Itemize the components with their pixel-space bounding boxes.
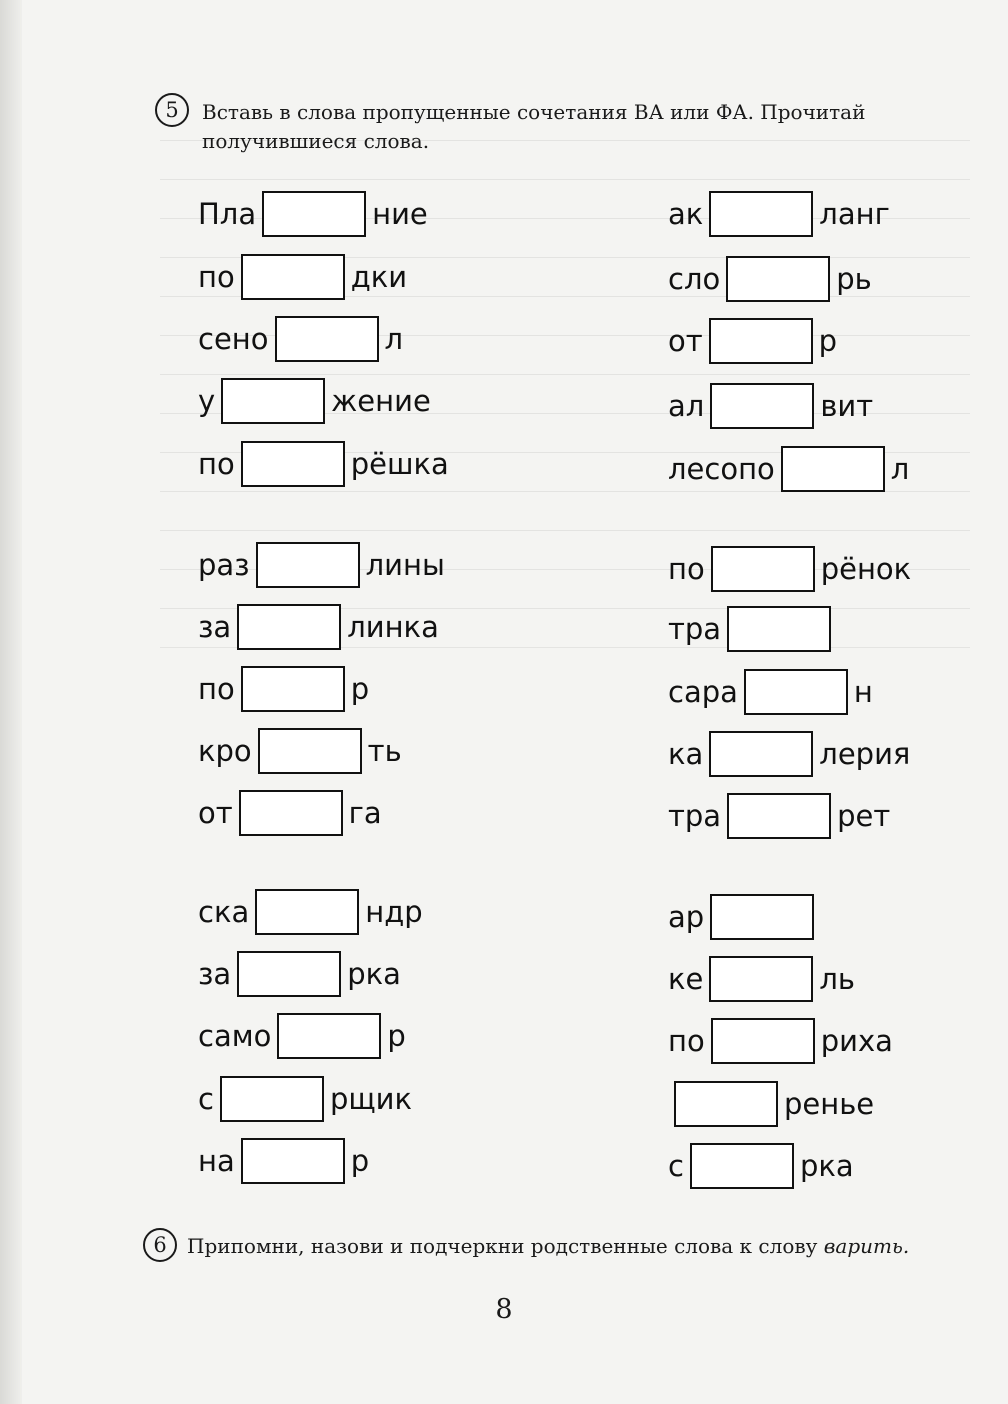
task-5-number: 5 (155, 93, 189, 127)
right-word-row (668, 312, 837, 370)
right-word-row (668, 185, 890, 243)
right-word-row (668, 1012, 893, 1070)
right-word-row (668, 540, 911, 598)
answer-box[interactable] (781, 446, 885, 492)
answer-box[interactable] (237, 604, 341, 650)
answer-box[interactable] (221, 378, 325, 424)
word-start: ке (668, 962, 704, 996)
word-end: рет (837, 799, 891, 833)
left-word-row (198, 722, 402, 780)
word-start: сара (668, 675, 738, 709)
word-start: по (668, 552, 705, 586)
answer-box[interactable] (727, 793, 831, 839)
right-word-row (668, 725, 910, 783)
right-word-row (668, 663, 873, 721)
answer-box[interactable] (241, 254, 345, 300)
answer-box[interactable] (237, 951, 341, 997)
answer-box[interactable] (241, 666, 345, 712)
left-word-row (198, 1132, 369, 1190)
answer-box[interactable] (275, 316, 379, 362)
word-start: тра (668, 799, 722, 833)
word-start: сло (668, 262, 721, 296)
left-word-row (198, 784, 382, 842)
word-end: лерия (819, 737, 911, 771)
answer-box[interactable] (674, 1081, 778, 1127)
word-start: тра (668, 612, 722, 646)
word-end: рёнок (820, 552, 912, 586)
word-end: линка (347, 610, 439, 644)
left-word-row (198, 435, 449, 493)
word-end: дки (350, 260, 408, 294)
word-end: рка (799, 1149, 854, 1183)
answer-box[interactable] (709, 191, 813, 237)
left-word-row (198, 1070, 412, 1128)
left-word-row (198, 660, 369, 718)
right-word-row (668, 1137, 854, 1195)
answer-box[interactable] (726, 256, 830, 302)
word-start: за (198, 610, 232, 644)
word-end: ль (819, 962, 855, 996)
word-end: лины (365, 548, 445, 582)
task-5-instruction: Вставь в слова пропущенные сочетания ВА или ФА. Прочитай получившиеся слова. (202, 100, 866, 153)
answer-box[interactable] (709, 731, 813, 777)
word-start: ак (668, 197, 704, 231)
answer-box[interactable] (727, 606, 831, 652)
word-end: р (387, 1019, 406, 1053)
right-word-row (668, 787, 890, 845)
answer-box[interactable] (744, 669, 848, 715)
task-6-instruction (187, 1232, 987, 1261)
word-start: на (198, 1144, 235, 1178)
word-end: ланг (819, 197, 890, 231)
word-end: риха (820, 1024, 893, 1058)
word-end: рщик (329, 1082, 413, 1116)
answer-box[interactable] (709, 956, 813, 1002)
answer-box[interactable] (258, 728, 362, 774)
word-start: само (198, 1019, 272, 1053)
answer-box[interactable] (239, 790, 343, 836)
word-start: с (198, 1082, 214, 1116)
word-start: кро (198, 734, 252, 768)
answer-box[interactable] (711, 546, 815, 592)
word-start: лесопо (668, 452, 775, 486)
word-end: рь (836, 262, 872, 296)
word-start: от (668, 324, 703, 358)
word-end: л (384, 322, 404, 356)
word-end: рёшка (350, 447, 449, 481)
word-start: за (198, 957, 232, 991)
word-end: ренье (784, 1087, 875, 1121)
left-word-row (198, 310, 403, 368)
left-word-row (198, 248, 407, 306)
left-word-row (198, 1007, 406, 1065)
word-start: по (198, 447, 235, 481)
word-start: Пла (198, 197, 257, 231)
answer-box[interactable] (690, 1143, 794, 1189)
word-start: сено (198, 322, 269, 356)
answer-box[interactable] (277, 1013, 381, 1059)
word-start: ка (668, 737, 704, 771)
word-end: н (853, 675, 873, 709)
word-end: га (348, 796, 382, 830)
answer-box[interactable] (262, 191, 366, 237)
word-end: ндр (365, 895, 423, 929)
word-start: ал (668, 389, 705, 423)
right-word-row (668, 600, 837, 658)
task-6-text: Припомни, назови и подчеркни родственные слова к слову (187, 1234, 824, 1258)
word-end: р (350, 1144, 370, 1178)
word-end: р (818, 324, 838, 358)
right-word-row (668, 950, 855, 1008)
answer-box[interactable] (220, 1076, 324, 1122)
right-word-row (668, 250, 872, 308)
left-word-row (198, 598, 439, 656)
word-start: по (198, 260, 235, 294)
left-word-row (198, 945, 401, 1003)
word-start: ар (668, 900, 705, 934)
word-end: ть (367, 734, 402, 768)
word-end: рка (347, 957, 401, 991)
answer-box[interactable] (711, 1018, 815, 1064)
word-start: по (668, 1024, 705, 1058)
answer-box[interactable] (710, 894, 814, 940)
word-end: жение (331, 384, 431, 418)
answer-box[interactable] (709, 318, 813, 364)
word-end: вит (820, 389, 874, 423)
word-start: по (198, 672, 235, 706)
word-end: р (350, 672, 370, 706)
page-number: 8 (495, 1294, 513, 1325)
answer-box[interactable] (241, 1138, 345, 1184)
left-word-row (198, 536, 445, 594)
page-edge (0, 0, 22, 1404)
task-6-number: 6 (143, 1228, 177, 1262)
word-start: от (198, 796, 233, 830)
word-start: с (668, 1149, 684, 1183)
word-end: л (890, 452, 910, 486)
right-word-row (668, 440, 909, 498)
word-start: ска (198, 895, 250, 929)
left-word-row (198, 372, 431, 430)
answer-box[interactable] (256, 542, 360, 588)
word-start: у (198, 384, 216, 418)
right-word-row (668, 888, 820, 946)
answer-box[interactable] (255, 889, 359, 935)
task-6-keyword: варить. (823, 1234, 910, 1258)
answer-box[interactable] (241, 441, 345, 487)
word-end: ние (372, 197, 428, 231)
left-word-row (198, 883, 423, 941)
word-start: раз (198, 548, 250, 582)
answer-box[interactable] (710, 383, 814, 429)
right-word-row (668, 1075, 874, 1133)
left-word-row (198, 185, 428, 243)
right-word-row (668, 377, 873, 435)
